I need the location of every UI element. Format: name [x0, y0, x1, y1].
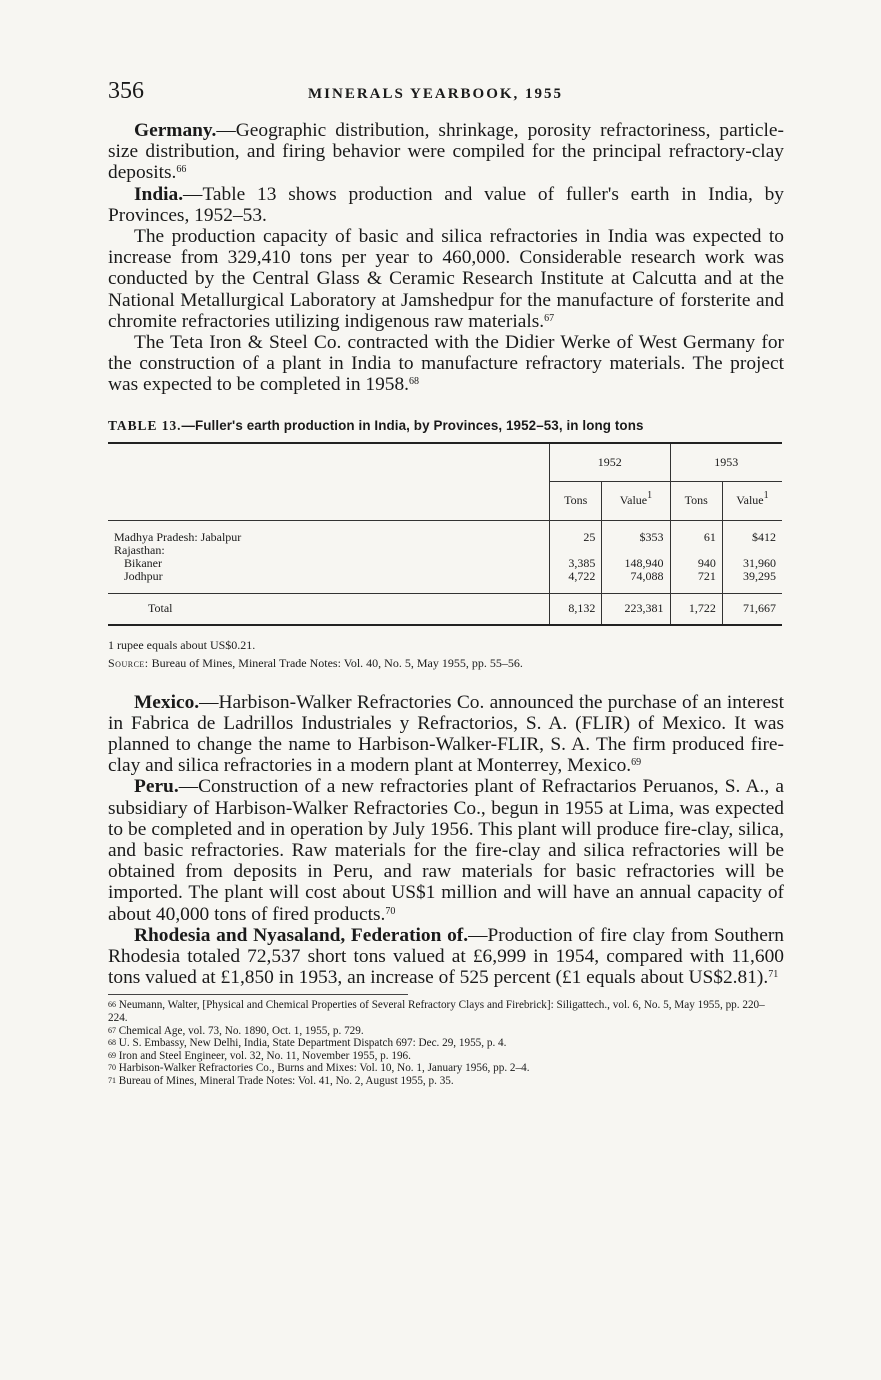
- footnote-number: 70: [108, 1063, 116, 1073]
- footnote-ref: 66: [176, 164, 187, 176]
- source-text: Bureau of Mines, Mineral Trade Notes: Vol. 40, No. 5, May 1955, pp. 55–56.: [151, 655, 523, 670]
- header-tons: Tons: [550, 481, 602, 520]
- country-heading: Germany.: [134, 120, 217, 141]
- total-value-1952: 223,381: [602, 593, 670, 625]
- footnote-number: 68: [108, 1038, 116, 1048]
- paragraph-germany: [108, 120, 784, 184]
- footnote-text: Bureau of Mines, Mineral Trade Notes: Vol. 41, No. 2, August 1955, p. 35.: [118, 1075, 454, 1088]
- total-label: Total: [108, 593, 550, 625]
- footnote-ref: 67: [544, 312, 555, 324]
- page-header: [108, 78, 784, 108]
- header-year-1952: 1952: [550, 443, 671, 482]
- footnote-number: 67: [108, 1025, 116, 1035]
- header-value-label: Value: [736, 493, 764, 508]
- cell-tons-1953: 61: [670, 531, 722, 544]
- paragraph-india-capacity: [108, 226, 784, 332]
- footnote-text: Neumann, Walter, [Physical and Chemical Properties of Several Refractory Clays and Firebrick]: Siligattech., vol. 6, No. 5, May 1955, pp. 220–224.: [108, 999, 765, 1025]
- table-row: [108, 557, 782, 570]
- table-source: [108, 654, 784, 672]
- footnote-ref: 70: [385, 905, 396, 917]
- paragraph-mexico: [108, 692, 784, 777]
- cell-value-1952: $353: [602, 531, 670, 544]
- country-heading: Mexico.: [134, 691, 200, 713]
- source-label: Source:: [108, 655, 149, 670]
- country-heading: Rhodesia and Nyasaland, Federation of.: [134, 924, 469, 946]
- footnote-ref: 1: [763, 490, 769, 502]
- footnote: [108, 1075, 784, 1088]
- paragraph-text: —Construction of a new refractories plant of Refractarios Peruanos, S. A., a subsidiary of Harbison-Walker Refractories Co., begun in 1955 at Lima, was expected to be completed and in operation by July 1956. This plant will produce fire-clay, silica, and basic refractories. Raw materials for the fire-clay and silica refractories will be obtained from deposits in Peru, and raw materials for basic refractories will be imported. The plant will cost about US$1 million and will have an annual capacity of about 40,000 tons of fired products.: [108, 776, 784, 925]
- intro-section: [108, 120, 784, 396]
- cell-tons-1953: 940: [670, 557, 722, 570]
- paragraph-peru: [108, 776, 784, 924]
- header-value-label: Value: [619, 493, 648, 508]
- page-number: 356: [108, 78, 144, 104]
- footnote-ref: 1: [647, 490, 653, 502]
- table-row: [108, 531, 782, 544]
- paragraph-text: The production capacity of basic and silica refractories in India was expected to increase from 329,410 tons per year to 460,000. Considerable research work was conducted by the Central Glass & Ceramic Research Institute at Calcutta and at the National Metallurgical Laboratory at Jamshedpur for the manufacture of forsterite and chromite refractories utilizing indigenous raw materials.: [108, 226, 784, 332]
- country-section: [108, 692, 784, 989]
- header-value: [722, 481, 782, 520]
- table-footnote: 1 rupee equals about US$0.21.: [108, 637, 256, 652]
- footnote-text: Harbison-Walker Refractories Co., Burns and Mixes: Vol. 10, No. 1, January 1956, pp. 2–4.: [118, 1062, 530, 1075]
- footnotes: [108, 999, 784, 1087]
- footnote-text: U. S. Embassy, New Delhi, India, State Department Dispatch 697: Dec. 29, 1955, p. 4.: [118, 1037, 507, 1050]
- footnote-divider: [108, 994, 408, 995]
- cell-value-1952: 148,940: [602, 557, 670, 570]
- document-page: [108, 78, 784, 1088]
- table-label: TABLE 13.: [108, 417, 182, 433]
- cell-value-1953: 31,960: [722, 557, 782, 570]
- cell-tons-1952: 4,722: [550, 570, 602, 583]
- row-label: Madhya Pradesh: Jabalpur: [114, 529, 242, 544]
- header-year-1953: 1953: [670, 443, 782, 482]
- footnote: [108, 1037, 784, 1050]
- cell-value-1952: 74,088: [602, 570, 670, 583]
- paragraph-text: —Geographic distribution, shrinkage, porosity refractoriness, particle-size distribution, and firing behavior were compiled for the principal refractory-clay deposits.: [108, 120, 784, 184]
- table-caption: [108, 418, 784, 434]
- fullers-earth-table: [108, 442, 782, 626]
- paragraph-india: [108, 184, 784, 226]
- paragraph-text: —Harbison-Walker Refractories Co. announced the purchase of an interest in Fabrica de Ladrillos Industriales y Refractorios, S. A. (FLIR) of Mexico. It was planned to change the name to Harbison-Walker-FLIR, S. A. The firm produced fire-clay and silica refractories in a modern plant at Monterrey, Mexico.: [108, 691, 784, 777]
- footnote: [108, 999, 784, 1024]
- header-tons: Tons: [670, 481, 722, 520]
- footnote-number: 66: [108, 1000, 116, 1010]
- footnote-number: 71: [108, 1076, 116, 1086]
- total-tons-1952: 8,132: [550, 593, 602, 625]
- total-value-1953: 71,667: [722, 593, 782, 625]
- row-label: Jodhpur: [124, 568, 163, 583]
- footnote: [108, 1062, 784, 1075]
- row-label: Rajasthan:: [114, 542, 165, 557]
- footnote-ref: 69: [631, 757, 642, 769]
- row-label: Bikaner: [124, 555, 162, 570]
- running-title: MINERALS YEARBOOK, 1955: [308, 86, 564, 102]
- footnote-number: 69: [108, 1050, 116, 1060]
- paragraph-text: —Table 13 shows production and value of fuller's earth in India, by Provinces, 1952–53.: [108, 183, 784, 226]
- cell-value-1953: $412: [722, 531, 782, 544]
- country-heading: Peru.: [134, 776, 179, 798]
- paragraph-text: —Production of fire clay from Southern Rhodesia totaled 72,537 short tons valued at £6,999 in 1954, compared with 11,600 tons valued at £1,850 in 1953, an increase of 525 percent (£1 equals about US$2.81).: [108, 924, 785, 989]
- cell-tons-1953: 721: [670, 570, 722, 583]
- cell-tons-1952: 25: [550, 531, 602, 544]
- total-tons-1953: 1,722: [670, 593, 722, 625]
- header-value: [602, 481, 670, 520]
- paragraph-india-plant: [108, 332, 784, 396]
- header-blank: [108, 443, 550, 521]
- paragraph-text: The Teta Iron & Steel Co. contracted with the Didier Werke of West Germany for the construction of a plant in India to manufacture refractory materials. The project was expected to be completed in 1958.: [108, 332, 784, 396]
- footnote-ref: 68: [409, 376, 419, 388]
- cell-tons-1952: 3,385: [550, 557, 602, 570]
- footnote: [108, 1050, 784, 1063]
- cell-value-1953: 39,295: [722, 570, 782, 583]
- footnote-ref: 71: [768, 969, 779, 981]
- table-total-row: [108, 593, 782, 625]
- paragraph-rhodesia: [108, 925, 784, 989]
- footnote-text: Chemical Age, vol. 73, No. 1890, Oct. 1, 1955, p. 729.: [118, 1024, 364, 1037]
- footnote-text: Iron and Steel Engineer, vol. 32, No. 11, November 1955, p. 196.: [118, 1049, 411, 1062]
- table-notes: [108, 636, 784, 672]
- table-row: [108, 544, 782, 557]
- table-header-years: [108, 443, 782, 482]
- table-title: —Fuller's earth production in India, by Provinces, 1952–53, in long tons: [181, 417, 644, 433]
- table-row: [108, 570, 782, 583]
- country-heading: India.: [134, 183, 184, 205]
- footnote: [108, 1025, 784, 1038]
